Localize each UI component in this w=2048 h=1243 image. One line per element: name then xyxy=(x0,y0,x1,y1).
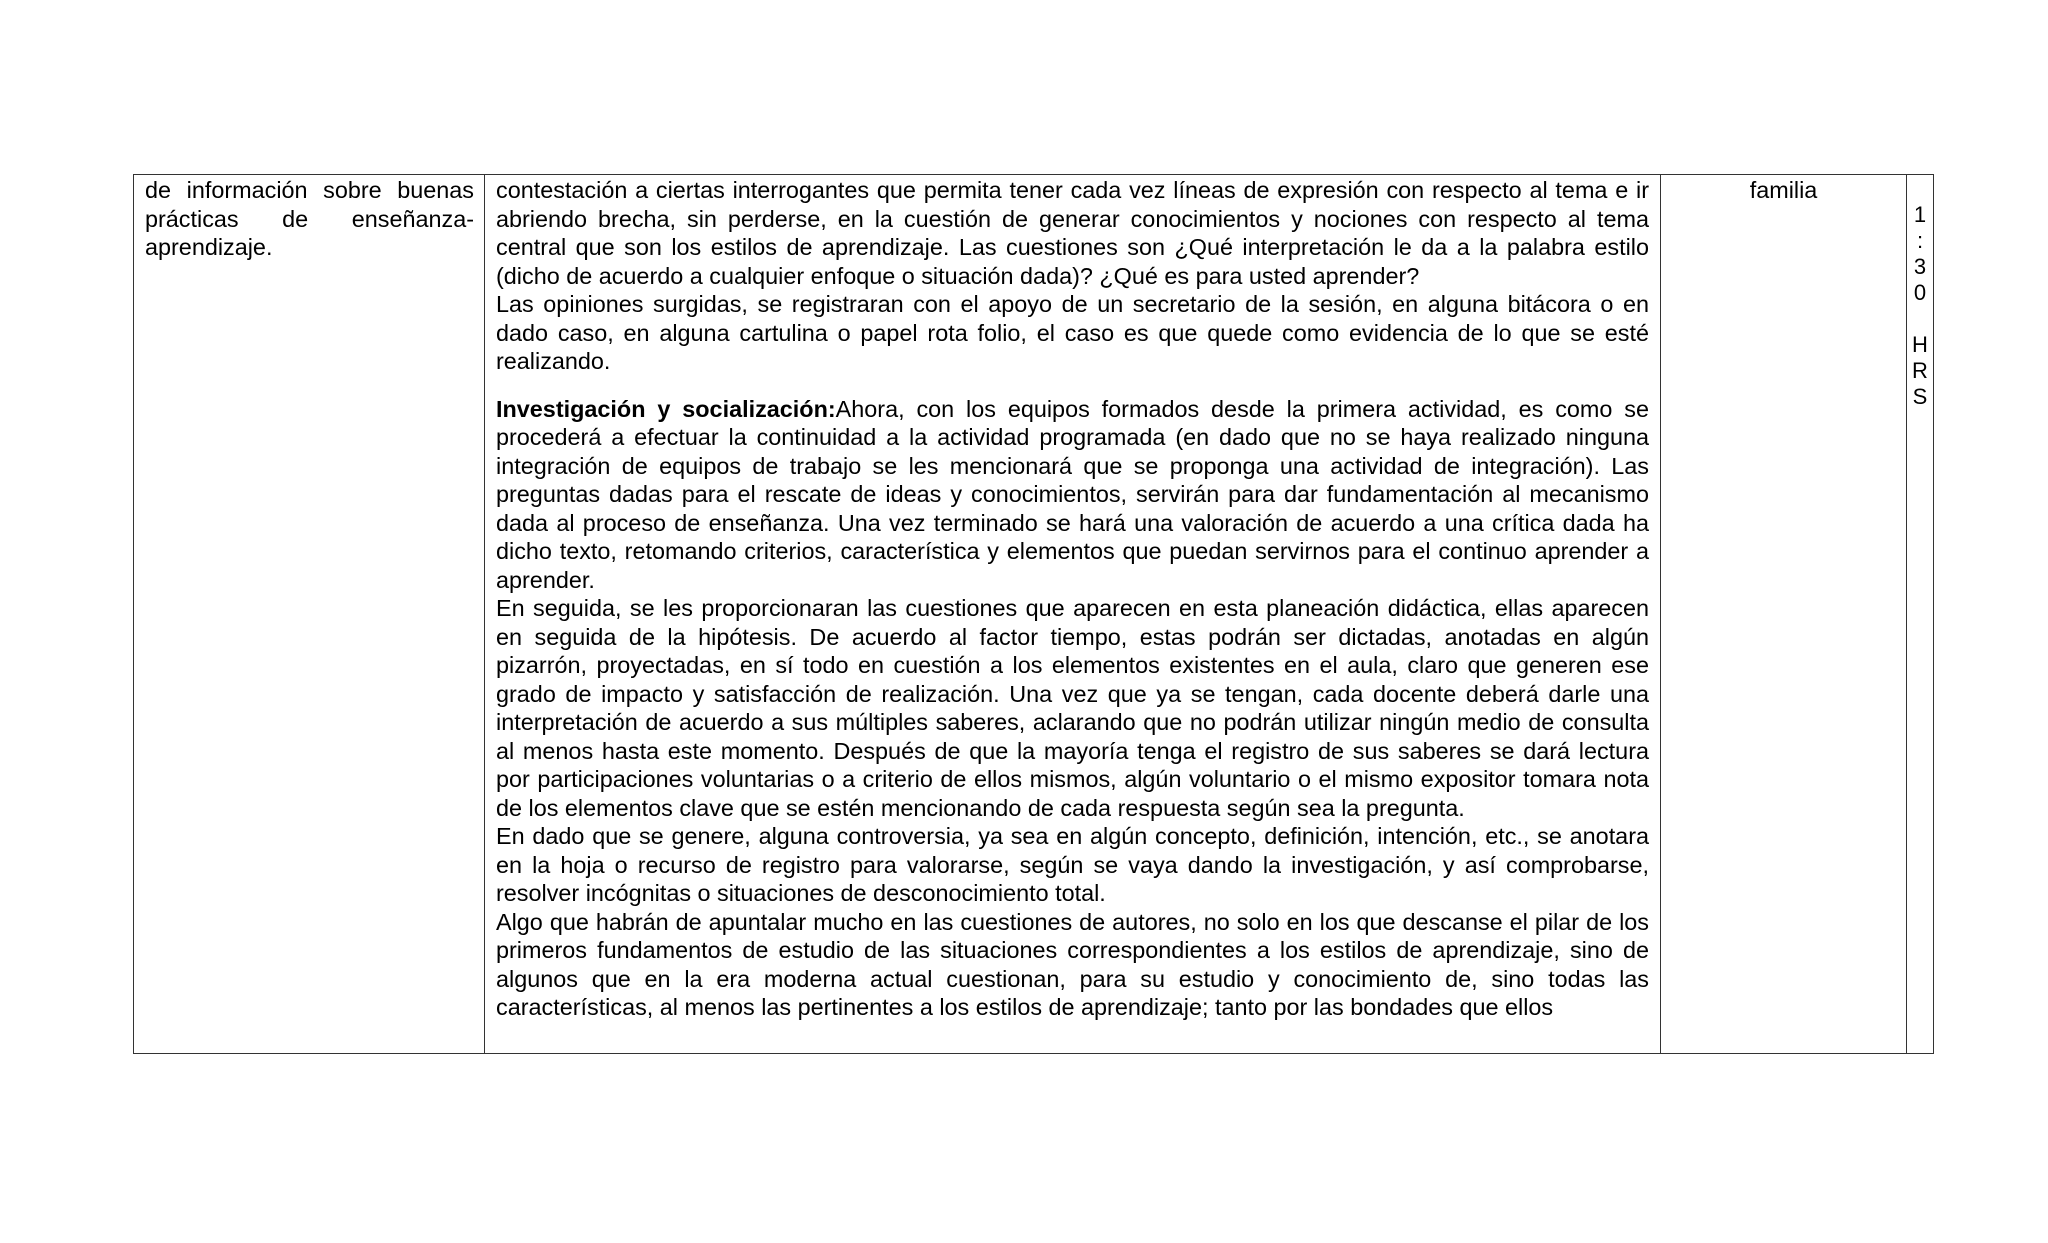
activities-cell xyxy=(485,175,1661,1054)
investigation-text: Ahora, con los equipos formados desde la primera actividad, es como se procederá a efectuar la continuidad a la actividad programada (en dado que no se haya realizado ninguna integración de equipos de trabajo se les mencionará que se proponga una actividad de integración). Las preguntas dadas para el rescate de ideas y conocimientos, servirán para dar fundamentación al mecanismo dada al proceso de enseñanza. Una vez terminado se hará una valoración de acuerdo a una crítica dada ha dicho texto, retomando criterios, característica y elementos que puedan servirnos para el continuo aprender a aprender. xyxy=(496,395,1649,593)
time-cell xyxy=(1907,175,1934,1054)
purpose-cell xyxy=(134,175,485,1054)
next-paragraph: En seguida, se les proporcionaran las cuestiones que aparecen en esta planeación didáctica, ellas aparecen en seguida de la hipótesis. De acuerdo al factor tiempo, estas podrán ser dictadas, anotadas en algún pizarrón, proyectadas, en sí todo en cuestión a los elementos existentes en el aula, claro que generen ese grado de impacto y satisfacción de realización. Una vez que ya se tengan, cada docente deberá darle una interpretación de acuerdo a sus múltiples saberes, aclarando que no podrán utilizar ningún medio de consulta al menos hasta este momento. Después de que la mayoría tenga el registro de sus saberes se dará lectura por participaciones voluntarias o a criterio de ellos mismos, algún voluntario o el mismo expositor tomara nota de los elementos clave que se estén mencionando de cada respuesta según sea la pregunta. xyxy=(496,595,1649,821)
time-char: R xyxy=(1912,358,1928,383)
resources-cell xyxy=(1661,175,1907,1054)
opinions-paragraph: Las opiniones surgidas, se registraran con el apoyo de un secretario de la sesión, en alguna bitácora o en dado caso, en alguna cartulina o papel rota folio, el caso es que quede como evidencia de lo que se esté realizando. xyxy=(496,291,1649,374)
time-char xyxy=(1907,306,1933,332)
time-char: H xyxy=(1912,332,1928,357)
planning-table xyxy=(133,174,1934,1054)
intro-paragraph: contestación a ciertas interrogantes que permita tener cada vez líneas de expresión con respecto al tema e ir abriendo brecha, sin perderse, en la cuestión de generar conocimientos y nociones con respecto al tema central que son los estilos de aprendizaje. Las cuestiones son ¿Qué interpretación le da a la palabra estilo (dicho de acuerdo a cualquier enfoque o situación dada)? ¿Qué es para usted aprender? xyxy=(496,177,1649,289)
controversy-paragraph: En dado que se genere, alguna controversia, ya sea en algún concepto, definición, intención, etc., se anotara en la hoja o recurso de registro para valorarse, según se vaya dando la investigación, y así comprobarse, resolver incógnitas o situaciones de desconocimiento total. xyxy=(496,823,1649,906)
purpose-text: de información sobre buenas prácticas de enseñanza-aprendizaje. xyxy=(145,177,474,260)
authors-paragraph: Algo que habrán de apuntalar mucho en las cuestiones de autores, no solo en los que descanse el pilar de los primeros fundamentos de estudio de las situaciones correspondientes a los estilos de aprendizaje, sino de algunos que en la era moderna actual cuestionan, para su estudio y conocimiento de, sino todas las características, al menos las pertinentes a los estilos de aprendizaje; tanto por las bondades que ellos xyxy=(496,908,1649,1020)
resources-text: familia xyxy=(1749,177,1818,203)
paragraph-gap xyxy=(496,376,1649,395)
time-char: S xyxy=(1912,384,1928,409)
time-char: 1 xyxy=(1913,202,1927,227)
investigation-paragraph xyxy=(496,395,1649,595)
time-char: : xyxy=(1916,228,1924,253)
time-vertical-text xyxy=(1907,175,1933,410)
table-row xyxy=(134,175,1934,1054)
time-char: 3 xyxy=(1913,254,1927,279)
investigation-heading: Investigación y socialización: xyxy=(496,395,836,422)
time-char: 0 xyxy=(1913,280,1927,305)
